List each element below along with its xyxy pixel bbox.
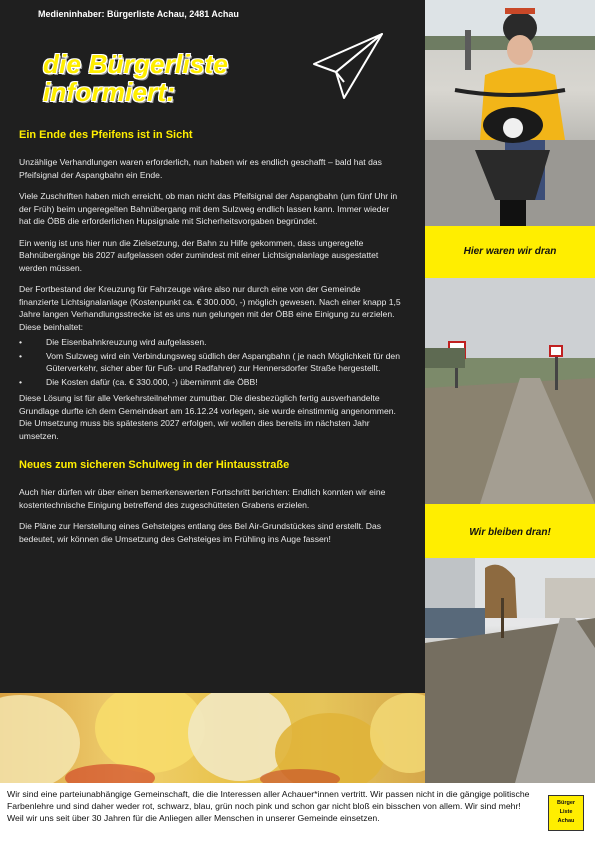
paragraph: Die Pläne zur Herstellung eines Gehsteiges entlang des Bel Air-Grundstückes sind erstellt. Das bedeutet, wir können die Umsetzung des Gehsteiges im Frühling ins Auge fassen! [19, 521, 382, 544]
paragraph: Diese Lösung ist für alle Verkehrsteilnehmer zumutbar. Die diesbezüglich fertig ausverhandelte Grundlage durfte ich dem Gemeindeart am 16.12.24 vorlegen, sie wurde einstimmig angenommen. Die Umsetzung muss bis spätestens 2027 erfolgen, wir wollen dies bereits im nächsten Jahr umsetzen. [19, 393, 396, 441]
list-item: • Die Eisenbahnkreuzung wird aufgelassen. [19, 336, 402, 349]
owner-line: Medieninhaber: Bürgerliste Achau, 2481 Achau [38, 9, 239, 19]
paragraph: Auch hier dürfen wir über einen bemerkenswerten Fortschritt berichten: Endlich konnten wir eine kostentechnische Einigung betreffend des zugeschütteten Grabens erzielen. [19, 487, 386, 510]
paragraph: Ein wenig ist uns hier nun die Zielsetzung, der Bahn zu Hilfe gekommen, dass ungeregelte Bahnübergänge bis 2027 aufgelassen oder zumindest mit einer Lichtsignalanlage ausgestattet werden müssen. [19, 237, 379, 273]
caption-1: Hier waren wir dran [425, 226, 595, 278]
sidewalk-photo [425, 558, 595, 783]
paragraph: Viele Zuschriften haben mich erreicht, ob man nicht das Pfeifsignal der Aspangbahn (um fünf Uhr in der Früh) beim ungeregelten Bahnübergang mit dem Sulzweg endlich lassen kann. Immer wieder hat die ÖBB die erforderlichen Hupsignale mit Sicherheitsvorgaben begründet. [19, 191, 398, 226]
photo-column [425, 0, 595, 783]
railway-crossing-photo [425, 278, 595, 504]
paragraph: Unzählige Verhandlungen waren erforderlich, nun haben wir es endlich geschafft – bald hat das Pfeifsignal der Aspangbahn ein Ende. [19, 157, 382, 180]
buergerliste-logo [548, 795, 584, 831]
chalk-photo [0, 693, 425, 783]
agreement-list [19, 336, 402, 388]
logo-line: Liste [559, 809, 573, 815]
paragraph: Der Fortbestand der Kreuzung für Fahrzeuge wäre also nur durch eine von der Gemeinde finanzierte Lichtsignalanlage (Kostenpunkt ca. € 300.000, -) möglich gewesen. Nach einer knapp 1,5 Jahre langen Verhandlungsstrecke ist es uns nun gelungen mit der ÖBB eine Einigung zu erzielen. Diese beinhaltet: [19, 284, 401, 332]
page-headline [43, 50, 228, 106]
section-title-2: Neues zum sicheren Schulweg in der Hintausstraße [19, 459, 290, 471]
scooter-photo [425, 0, 595, 226]
list-item: • Die Kosten dafür (ca. € 330.000, -) übernimmt die ÖBB! [19, 376, 402, 389]
logo-line: Achau [557, 818, 575, 824]
footer-text: Wir sind eine parteiunabhängige Gemeinschaft, die die Interessen aller Achauer*innen vertritt. Wir passen nicht in die gängige politische Farbenlehre und sind daher weder rot, schwarz, blau, grün noch pink und schon gar nicht bloß ein bisschen von allem. Wir sind mehr! Weil wir uns seit über 30 Jahren für die Anliegen aller Menschen in unserer Gemeinde einsetzen. [7, 789, 530, 823]
section-title-1: Ein Ende des Pfeifens ist in Sicht [19, 129, 193, 141]
headline-line-1: die Bürgerliste [43, 49, 229, 79]
headline-line-2: informiert: [43, 77, 176, 107]
list-item: • Vom Sulzweg wird ein Verbindungsweg südlich der Aspangbahn ( je nach Möglichkeit für den Güterverkehr, sicher aber für Fuß- und Radfahrer) zur Hennersdorfer Straße hergestellt. [19, 350, 402, 375]
paper-plane-icon [310, 30, 385, 105]
caption-2: Wir bleiben dran! [425, 504, 595, 558]
logo-line: Bürger [556, 800, 576, 806]
article [19, 128, 402, 554]
